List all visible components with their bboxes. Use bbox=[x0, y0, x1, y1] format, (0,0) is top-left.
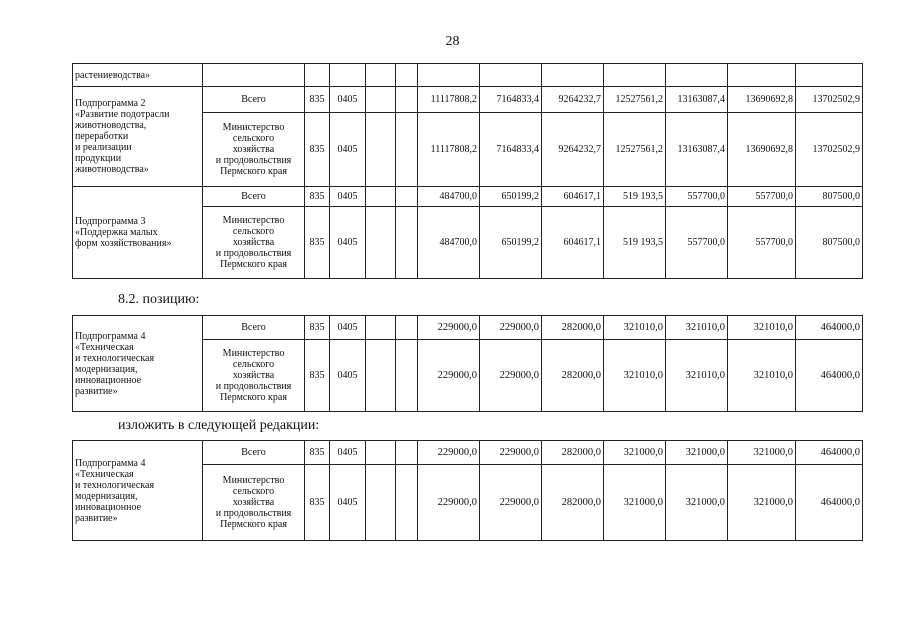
executor-cell: Всего bbox=[203, 441, 305, 465]
value-cell: 229000,0 bbox=[418, 441, 480, 465]
value-cell: 7164833,4 bbox=[480, 87, 542, 113]
value-cell: 321010,0 bbox=[604, 316, 666, 340]
value-cell: 604617,1 bbox=[542, 187, 604, 207]
program-name-cell: Подпрограмма 4 «Техническая и технологическая модернизация, инновационное развитие» bbox=[73, 316, 203, 412]
budget-table-2 bbox=[72, 315, 863, 412]
value-cell: 282000,0 bbox=[542, 465, 604, 541]
value-cell: 519 193,5 bbox=[604, 187, 666, 207]
table-row bbox=[73, 316, 863, 340]
value-cell: 229000,0 bbox=[480, 316, 542, 340]
budget-table-3 bbox=[72, 440, 863, 541]
code-cell: 835 bbox=[305, 316, 330, 340]
executor-cell: Всего bbox=[203, 316, 305, 340]
value-cell: 464000,0 bbox=[796, 340, 863, 412]
table-row bbox=[73, 64, 863, 87]
value-cell: 229000,0 bbox=[418, 340, 480, 412]
program-name-cell: растениеводства» bbox=[73, 64, 203, 87]
value-cell: 321010,0 bbox=[666, 340, 728, 412]
value-cell: 12527561,2 bbox=[604, 87, 666, 113]
value-cell: 484700,0 bbox=[418, 187, 480, 207]
value-cell: 321010,0 bbox=[728, 316, 796, 340]
value-cell: 7164833,4 bbox=[480, 113, 542, 187]
value-cell: 13702502,9 bbox=[796, 113, 863, 187]
code-cell: 835 bbox=[305, 207, 330, 279]
value-cell: 321010,0 bbox=[604, 340, 666, 412]
code-cell: 0405 bbox=[330, 87, 366, 113]
executor-cell: Всего bbox=[203, 87, 305, 113]
program-name-cell: Подпрограмма 3 «Поддержка малых форм хозяйствования» bbox=[73, 187, 203, 279]
value-cell: 229000,0 bbox=[418, 316, 480, 340]
value-cell: 13702502,9 bbox=[796, 87, 863, 113]
code-cell: 835 bbox=[305, 441, 330, 465]
page-number: 28 bbox=[445, 34, 460, 49]
value-cell: 321000,0 bbox=[604, 441, 666, 465]
value-cell: 484700,0 bbox=[418, 207, 480, 279]
value-cell: 282000,0 bbox=[542, 340, 604, 412]
value-cell: 321000,0 bbox=[728, 465, 796, 541]
code-cell: 0405 bbox=[330, 316, 366, 340]
value-cell: 321000,0 bbox=[604, 465, 666, 541]
value-cell: 229000,0 bbox=[480, 441, 542, 465]
code-cell: 0405 bbox=[330, 441, 366, 465]
value-cell: 464000,0 bbox=[796, 316, 863, 340]
value-cell: 282000,0 bbox=[542, 316, 604, 340]
value-cell: 321000,0 bbox=[666, 465, 728, 541]
value-cell: 229000,0 bbox=[418, 465, 480, 541]
code-cell: 835 bbox=[305, 187, 330, 207]
value-cell: 9264232,7 bbox=[542, 113, 604, 187]
value-cell: 557700,0 bbox=[728, 187, 796, 207]
value-cell: 464000,0 bbox=[796, 465, 863, 541]
budget-table-1 bbox=[72, 63, 863, 279]
value-cell: 13690692,8 bbox=[728, 113, 796, 187]
program-name-cell: Подпрограмма 2 «Развитие подотрасли животноводства, переработки и реализации продукции животноводства» bbox=[73, 87, 203, 187]
code-cell: 0405 bbox=[330, 207, 366, 279]
value-cell: 11117808,2 bbox=[418, 113, 480, 187]
value-cell: 229000,0 bbox=[480, 465, 542, 541]
value-cell: 321010,0 bbox=[728, 340, 796, 412]
value-cell: 9264232,7 bbox=[542, 87, 604, 113]
executor-cell: Всего bbox=[203, 187, 305, 207]
value-cell: 519 193,5 bbox=[604, 207, 666, 279]
value-cell: 321000,0 bbox=[666, 441, 728, 465]
code-cell: 0405 bbox=[330, 187, 366, 207]
code-cell: 0405 bbox=[330, 340, 366, 412]
value-cell: 229000,0 bbox=[480, 340, 542, 412]
section-label-new-edition: изложить в следующей редакции: bbox=[118, 418, 320, 433]
value-cell: 13690692,8 bbox=[728, 87, 796, 113]
value-cell: 11117808,2 bbox=[418, 87, 480, 113]
value-cell: 321000,0 bbox=[728, 441, 796, 465]
value-cell: 807500,0 bbox=[796, 207, 863, 279]
value-cell: 650199,2 bbox=[480, 207, 542, 279]
value-cell: 650199,2 bbox=[480, 187, 542, 207]
code-cell: 0405 bbox=[330, 113, 366, 187]
code-cell: 835 bbox=[305, 340, 330, 412]
value-cell: 464000,0 bbox=[796, 441, 863, 465]
value-cell: 807500,0 bbox=[796, 187, 863, 207]
code-cell: 0405 bbox=[330, 465, 366, 541]
value-cell: 282000,0 bbox=[542, 441, 604, 465]
executor-cell: Министерство сельского хозяйства и продовольствия Пермского края bbox=[203, 113, 305, 187]
program-name-cell: Подпрограмма 4 «Техническая и технологическая модернизация, инновационное развитие» bbox=[73, 441, 203, 541]
code-cell: 835 bbox=[305, 113, 330, 187]
value-cell: 604617,1 bbox=[542, 207, 604, 279]
executor-cell: Министерство сельского хозяйства и продовольствия Пермского края bbox=[203, 340, 305, 412]
code-cell: 835 bbox=[305, 87, 330, 113]
value-cell: 321010,0 bbox=[666, 316, 728, 340]
value-cell: 557700,0 bbox=[728, 207, 796, 279]
table-row bbox=[73, 187, 863, 207]
section-label-position: 8.2. позицию: bbox=[118, 292, 200, 307]
value-cell: 12527561,2 bbox=[604, 113, 666, 187]
value-cell: 13163087,4 bbox=[666, 113, 728, 187]
value-cell: 557700,0 bbox=[666, 207, 728, 279]
value-cell: 557700,0 bbox=[666, 187, 728, 207]
table-row bbox=[73, 441, 863, 465]
executor-cell: Министерство сельского хозяйства и продовольствия Пермского края bbox=[203, 465, 305, 541]
value-cell: 13163087,4 bbox=[666, 87, 728, 113]
executor-cell: Министерство сельского хозяйства и продовольствия Пермского края bbox=[203, 207, 305, 279]
code-cell: 835 bbox=[305, 465, 330, 541]
table-row bbox=[73, 87, 863, 113]
